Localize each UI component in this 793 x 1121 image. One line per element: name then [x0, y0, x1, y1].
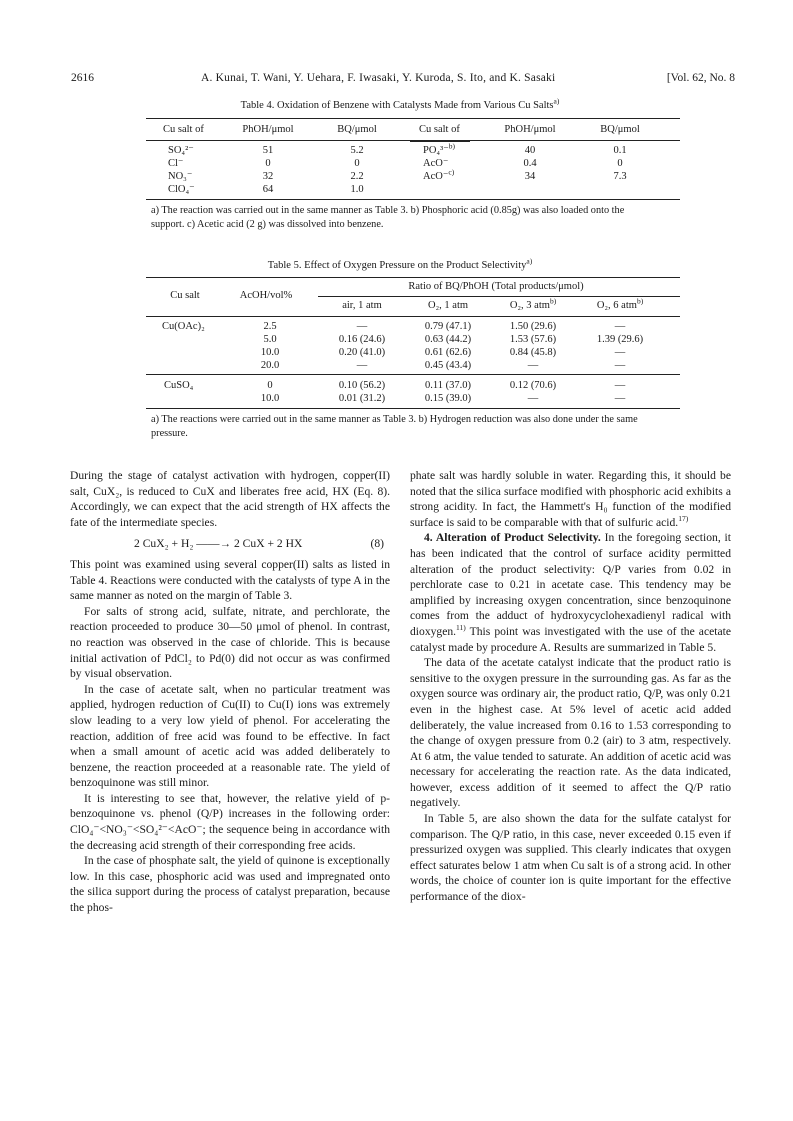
table4-cell: SO₄²⁻ — [168, 145, 194, 156]
table4-cell: 1.0 — [350, 184, 364, 195]
table5-group-rule — [318, 296, 680, 297]
table5-cell: 20.0 — [260, 360, 280, 371]
left-column — [70, 468, 390, 916]
page-number: 2616 — [71, 72, 94, 84]
section-title: 4. Alteration of Product Selectivity. — [424, 531, 601, 545]
table5-cell: — — [614, 360, 626, 371]
table5-group-separator — [146, 374, 680, 375]
table5-cell: — — [614, 393, 626, 404]
paragraph: For salts of strong acid, sulfate, nitrate, and perchlorate, the reaction proceeded to produce 30—50 μmol of phenol. In contrast, no reaction was observed in the case of chloride. This is because initial activation of PdCl₂ to Pd(0) did not occur as was confirmed by visual observation. — [70, 604, 390, 681]
running-header — [71, 72, 735, 88]
paragraph: phate salt was hardly soluble in water. Regarding this, it should be noted that the silica surface modified with phosphoric acid exhibits a strong acidity. In fact, the Hammett's H₀ function of the modified surface is said to be comparable with that of sulfuric acid.$^{17)}$ — [410, 469, 731, 529]
table4-cell: 0.1 — [613, 145, 627, 156]
table5-caption-note: a) — [526, 256, 533, 266]
table4-cell: 0.4 — [523, 158, 537, 169]
table4-cell: PO₄³⁻$^{b)}$ — [423, 141, 456, 156]
table5-cell: — — [527, 393, 539, 404]
table4-caption-note: a) — [553, 96, 560, 106]
table5-cell: — — [614, 321, 626, 332]
table5-cell: 1.50 (29.6) — [509, 321, 557, 332]
table5-subheader: O₂, 1 atm — [427, 300, 469, 311]
table4-header-cell: PhOH/μmol — [504, 124, 556, 135]
table5-cell: 0.12 (70.6) — [509, 380, 557, 391]
paragraph: In the case of acetate salt, when no particular treatment was applied, hydrogen reduction of Cu(II) to Cu(I) ions was extremely slow leading to a very low yield of phenol. For accelerating the reaction, addition of free acid was found to be effective. In fact when a small amount of acetic acid was added deliberately to benzene, the reaction proceeded at a reasonable rate. The yield of benzoquinone was still minor. — [70, 682, 390, 790]
table4-header-cell: BQ/μmol — [600, 124, 640, 135]
table5-cell: 10.0 — [260, 393, 280, 404]
table4-cell: AcO⁻$^{c)}$ — [423, 167, 455, 182]
table5-subheader: O₂, 3 atm$^{b)}$ — [509, 296, 557, 311]
table5-cell: 2.5 — [263, 321, 277, 332]
paragraph: In the case of phosphate salt, the yield of quinone is exceptionally low. In this case, phosphoric acid was used and impregnated onto the silica support during the process of catalyst preparation, because the phos- — [70, 854, 390, 915]
table4-cell: 0 — [265, 158, 271, 169]
table5-cell: 0.20 (41.0) — [338, 347, 386, 358]
equation-text: 2 CuX₂ + H₂ ——→ 2 CuX + 2 HX — [134, 537, 303, 551]
equation-8 — [70, 536, 390, 552]
table4-caption-text: Table 4. Oxidation of Benzene with Catalysts Made from Various Cu Salts — [240, 100, 554, 111]
table5-cell: 0.84 (45.8) — [509, 347, 557, 358]
table5-cell: 0.11 (37.0) — [425, 380, 471, 391]
table4-cell: 0 — [354, 158, 360, 169]
table5-cell: — — [356, 360, 368, 371]
table4-cell: NO₃⁻ — [168, 171, 193, 182]
reference-mark: 11) — [456, 623, 466, 633]
table5-cell: 0.61 (62.6) — [424, 347, 472, 358]
table4-top-rule — [146, 118, 680, 119]
table4-cell: 5.2 — [350, 145, 364, 156]
table4-cell: 34 — [524, 171, 536, 182]
table5-cell: 0.16 (24.6) — [338, 334, 386, 345]
table4-bottom-rule — [146, 199, 680, 200]
reference-mark: 17) — [678, 513, 689, 523]
paragraph: During the stage of catalyst activation with hydrogen, copper(II) salt, CuX₂, is reduced to CuX and liberates free acid, HX (Eq. 8). Accordingly, we can expect that the acid strength of HX affects the fate of the intermediate species. — [70, 469, 390, 529]
table5-cell: 1.53 (57.6) — [509, 334, 557, 345]
table5-header-rule — [146, 316, 680, 317]
table5-cell: — — [527, 360, 539, 371]
right-column — [410, 468, 731, 905]
table4-cell: Cl⁻ — [168, 158, 184, 169]
paragraph: 4. Alteration of Product Selectivity. In the foregoing section, it has been indicated that the control of surface acidity permitted alteration of the product selectivity: Q/P varies from 0.02 in perchlorate case to 0.21 in acetate case. This tendency may be amplified by increasing oxygen concentration, since benzoquinone comes from the adduct of hydroxycyclohexadienyl radical with dioxygen.$^{11)}$ This point was investigated with the use of the acetate catalyst made by procedure A. Results are summarized in Table 5. — [410, 531, 731, 654]
table5-group-salt: CuSO₄ — [164, 380, 194, 391]
table4-header-cell: Cu salt of — [163, 124, 204, 135]
table5-cell: — — [356, 321, 368, 332]
table5-cell: — — [614, 380, 626, 391]
table4-header-cell: BQ/μmol — [337, 124, 377, 135]
table5-col-group: Ratio of BQ/PhOH (Total products/μmol) — [408, 281, 584, 292]
table4-cell: 64 — [262, 184, 274, 195]
table5-caption-text: Table 5. Effect of Oxygen Pressure on the Product Selectivity — [267, 260, 527, 271]
table5-col-acoh: AcOH/vol% — [239, 290, 293, 301]
table5-cell: 10.0 — [260, 347, 280, 358]
table5-caption — [140, 256, 660, 271]
table4-cell: ClO₄⁻ — [168, 184, 195, 195]
table5-bottom-rule — [146, 408, 680, 409]
table4-header-cell: PhOH/μmol — [242, 124, 294, 135]
table4-cell: 7.3 — [613, 171, 627, 182]
equation-number: (8) — [370, 537, 384, 551]
table5-footnote: a) The reactions were carried out in the same manner as Table 3. b) Hydrogen reduction was also done under the same pressure. — [151, 414, 638, 439]
table4-caption — [140, 96, 660, 111]
table5-top-rule — [146, 277, 680, 278]
table4-cell: 51 — [262, 145, 274, 156]
table5-cell: 0.15 (39.0) — [424, 393, 472, 404]
table4-cell: 32 — [262, 171, 274, 182]
table4-header-cell: Cu salt of — [419, 124, 460, 135]
paragraph: The data of the acetate catalyst indicate that the product ratio is sensitive to the oxygen pressure in the surrounding gas. As far as the oxygen source was ordinary air, the product ratio, Q/P, was only 0.21 even in the highest case. At 5% level of acetic acid added deliberately, the value increased from 0.16 to 1.53 corresponding to the change of oxygen pressure from 0.2 (air) to 3 atm, respectively. At 6 atm, the value tended to saturate. An addition of acetic acid was necessary for accelerating the reaction rate. As the data indicated, however, excess addition of it seemed to affect the Q/P ratio negatively. — [410, 656, 731, 810]
table5-cell: 0.63 (44.2) — [424, 334, 472, 345]
table4-cell: 40 — [524, 145, 536, 156]
running-header-authors: A. Kunai, T. Wani, Y. Uehara, F. Iwasaki, Y. Kuroda, S. Ito, and K. Sasaki — [201, 72, 556, 84]
table5-group-salt: Cu(OAc)₂ — [162, 321, 205, 332]
table4-right-short-rule — [410, 141, 470, 142]
table5-cell: 1.39 (29.6) — [596, 334, 644, 345]
table5-cell: 0.45 (43.4) — [424, 360, 472, 371]
paragraph: It is interesting to see that, however, the relative yield of p-benzoquinone vs. phenol (Q/P) increases in the following order: ClO₄⁻<NO₃⁻<SO₄²⁻<AcO⁻; the sequence being in accordance with the decreasing acid strength of their corresponding free acids. — [70, 791, 390, 852]
table5-col-cu: Cu salt — [170, 290, 200, 301]
table4-cell: 2.2 — [350, 171, 364, 182]
table5-cell: 0.79 (47.1) — [424, 321, 472, 332]
table4-cell: 0 — [617, 158, 623, 169]
table5-subheader: O₂, 6 atm$^{b)}$ — [596, 296, 644, 311]
volume-info: [Vol. 62, No. 8 — [666, 72, 735, 84]
table5-cell: — — [614, 347, 626, 358]
table5-cell: 0.01 (31.2) — [338, 393, 386, 404]
table5-cell: 5.0 — [263, 334, 277, 345]
paragraph: This point was examined using several copper(II) salts as listed in Table 4. Reactions were conducted with the catalysts of type A in the same manner as noted on the margin of Table 3. — [70, 557, 390, 603]
paragraph: In Table 5, are also shown the data for the sulfate catalyst for comparison. The Q/P ratio, in this case, never exceeded 0.15 even if pressurized oxygen was supplied. This clearly indicates that oxygen effect saturates below 1 atm when Cu salt is of a strong acid. In other words, the choice of counter ion is quite important for the effective performance of the diox- — [410, 812, 731, 904]
table4-footnote: a) The reaction was carried out in the same manner as Table 3. b) Phosphoric acid (0.85g) was also loaded onto the support. c) Acetic acid (2 g) was dissolved into benzene. — [151, 205, 625, 230]
table5-cell: 0 — [267, 380, 273, 391]
table5-cell: 0.10 (56.2) — [338, 380, 386, 391]
table5-subheader: air, 1 atm — [342, 300, 382, 311]
table4-cell: AcO⁻ — [423, 158, 449, 169]
